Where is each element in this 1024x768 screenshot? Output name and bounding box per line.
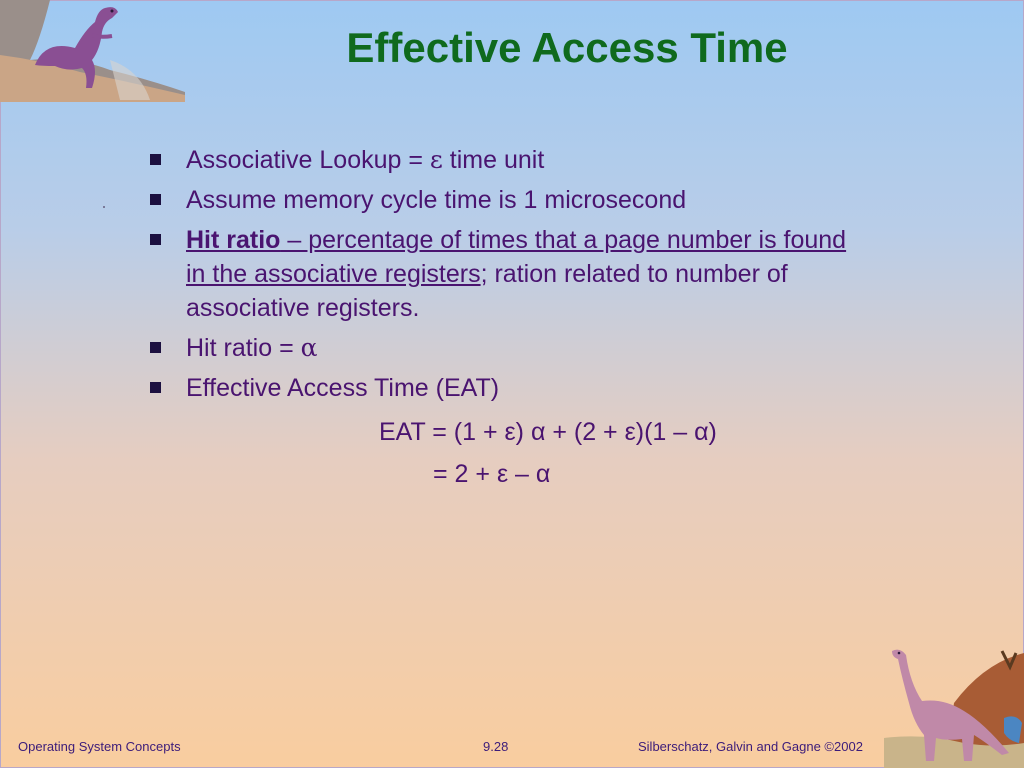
- eat-equation-line-1: EAT = (1 + ε) α + (2 + ε)(1 – α): [379, 418, 717, 446]
- bullet-square-icon: [150, 382, 161, 393]
- bullet-text: time unit: [442, 146, 545, 174]
- bullet-text: Hit ratio: [186, 226, 281, 254]
- bullet-text: Hit ratio =: [186, 334, 301, 362]
- bullet-item: [150, 143, 870, 177]
- bullet-text: ; ration related to number of associative registers.: [186, 260, 788, 322]
- bullet-item: [150, 183, 870, 217]
- slide-title: Effective Access Time: [346, 24, 788, 71]
- bullet-text: α: [300, 333, 318, 362]
- footer-slide-number: 9.28: [483, 739, 509, 754]
- bullet-item: [150, 223, 870, 325]
- bullet-text: – percentage of times that a page number is found in the associative registers: [186, 226, 847, 288]
- bullet-text: ε: [429, 145, 443, 174]
- bullet-text: Effective Access Time (EAT): [186, 374, 500, 402]
- bullet-square-icon: [150, 234, 161, 245]
- bullet-square-icon: [150, 342, 161, 353]
- footer-course-title: Operating System Concepts: [18, 739, 181, 754]
- bullet-square-icon: [150, 154, 161, 165]
- eat-equation-line-2: = 2 + ε – α: [433, 460, 551, 488]
- long-neck-dinosaur-illustration: [884, 643, 1024, 768]
- bullet-item: [150, 331, 870, 365]
- footer-copyright: Silberschatz, Galvin and Gagne ©2002: [638, 739, 863, 754]
- bullet-text: Assume memory cycle time is 1 microsecond: [186, 186, 687, 214]
- bullet-item: [150, 371, 870, 405]
- stray-mark: [103, 206, 105, 208]
- bullet-text: Associative Lookup =: [186, 146, 430, 174]
- bullet-list: [150, 143, 870, 411]
- bullet-square-icon: [150, 194, 161, 205]
